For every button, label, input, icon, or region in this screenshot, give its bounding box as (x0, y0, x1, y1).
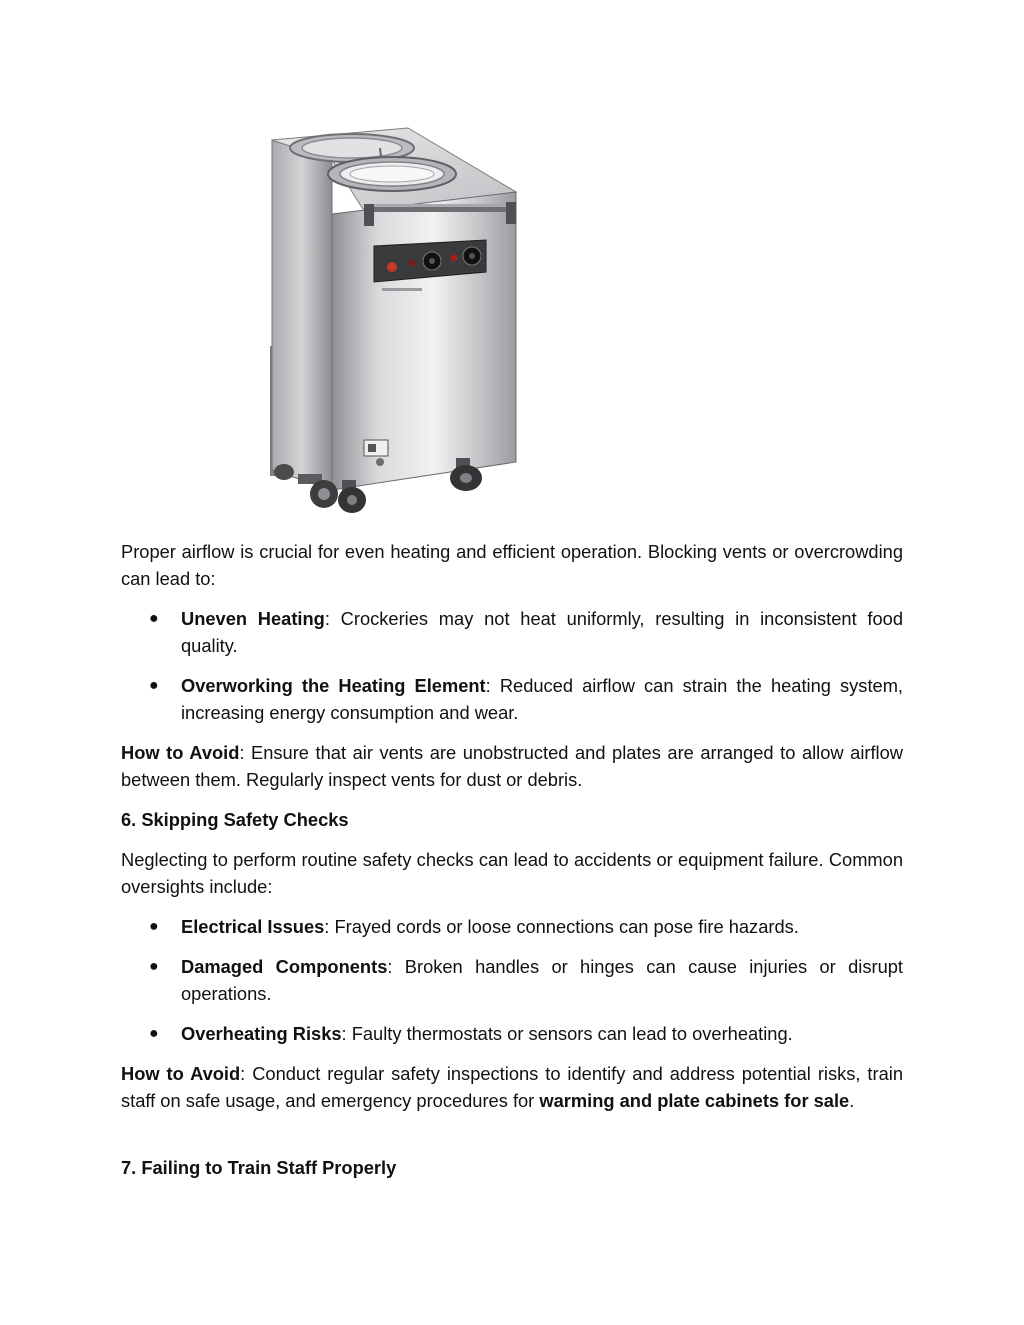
list-item (121, 913, 903, 940)
airflow-intro-text: Proper airflow is crucial for even heating and efficient operation. Blocking vents or overcrowding can lead to: (121, 541, 903, 589)
list-item-term: Damaged Components (181, 956, 388, 977)
list-item-term: Overheating Risks (181, 1023, 342, 1044)
bullet-icon: ● (149, 958, 159, 975)
how-to-avoid-label: How to Avoid (121, 742, 240, 763)
bullet-icon: ● (149, 918, 159, 935)
section-6-heading: 6. Skipping Safety Checks (121, 809, 349, 830)
bullet-icon: ● (149, 1025, 159, 1042)
list-item-term: Uneven Heating (181, 608, 325, 629)
list-item-description: : Frayed cords or loose connections can pose fire hazards. (324, 916, 799, 937)
bullet-icon: ● (149, 610, 159, 627)
section-6-intro-text: Neglecting to perform routine safety checks can lead to accidents or equipment failure. Common oversights include: (121, 849, 903, 897)
sentence-end: . (849, 1090, 855, 1111)
how-to-avoid-text: : Ensure that air vents are unobstructed and plates are arranged to allow airflow between them. Regularly inspect vents for dust or debris. (121, 742, 903, 790)
list-item-description: : Broken handles or hinges can cause injuries or disrupt operations. (181, 956, 903, 1004)
warming-cabinets-link[interactable]: warming and plate cabinets for sale (539, 1090, 850, 1111)
list-item-description: : Crockeries may not heat uniformly, resulting in inconsistent food quality. (181, 608, 904, 656)
list-item-description: : Reduced airflow can strain the heating system, increasing energy consumption and wear. (181, 675, 903, 723)
how-to-avoid-text: : Conduct regular safety inspections to identify and address potential risks, train staff on safe usage, and emergency procedures for (121, 1063, 903, 1111)
plate-warmer-image (120, 118, 746, 520)
airflow-how-to-avoid (121, 739, 903, 793)
bullet-icon: ● (149, 677, 159, 694)
list-item (121, 1020, 903, 1047)
section-6-intro-paragraph (121, 846, 903, 900)
list-item (121, 953, 903, 1007)
airflow-intro-paragraph (121, 538, 903, 592)
list-item-term: Overworking the Heating Element (181, 675, 486, 696)
list-item-description: : Faulty thermostats or sensors can lead to overheating. (341, 1023, 793, 1044)
list-item (121, 672, 903, 726)
safety-issues-list (121, 913, 903, 1047)
safety-how-to-avoid (121, 1060, 903, 1114)
list-item (121, 605, 903, 659)
list-item-term: Electrical Issues (181, 916, 325, 937)
how-to-avoid-label: How to Avoid (121, 1063, 241, 1084)
section-7-heading: 7. Failing to Train Staff Properly (121, 1157, 397, 1178)
airflow-issues-list (121, 605, 903, 726)
